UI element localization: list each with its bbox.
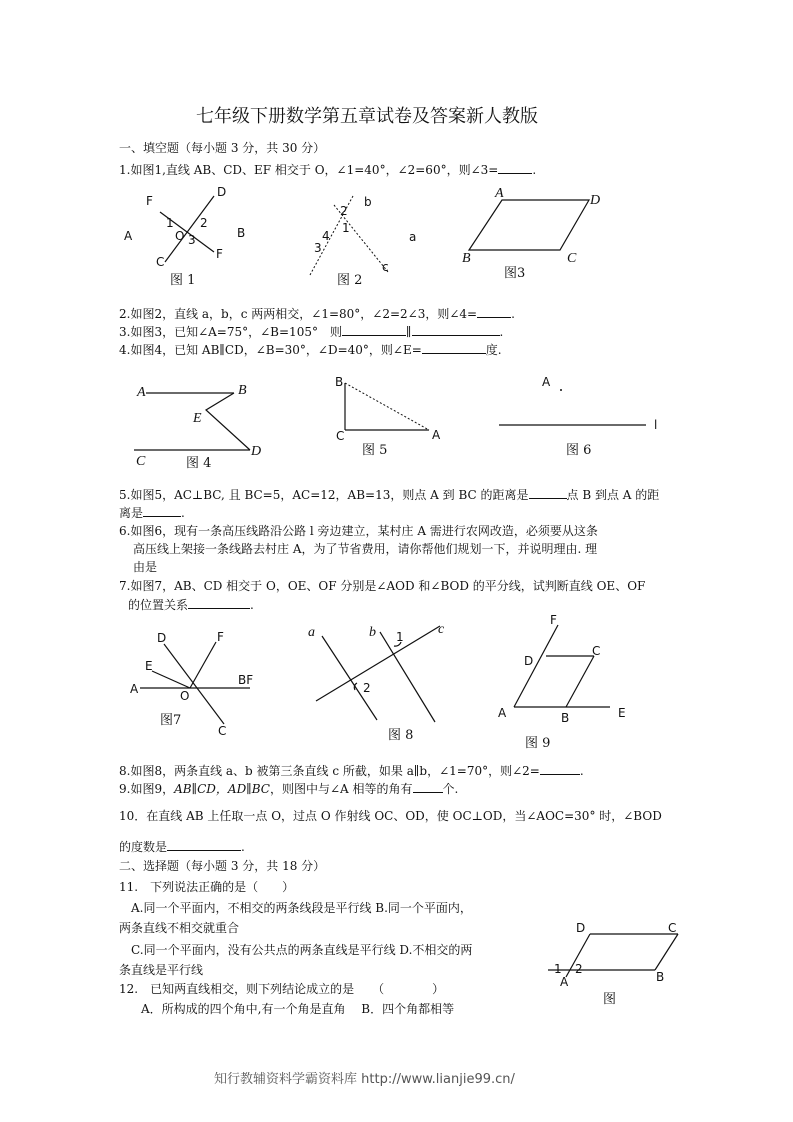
figure-caption: 图 2 — [337, 273, 363, 288]
label-a: A — [124, 229, 133, 243]
label-o: O — [180, 689, 190, 703]
figure-caption: 图 1 — [170, 273, 196, 288]
label-angle-2: 2 — [200, 216, 208, 230]
segment-cb — [566, 656, 594, 707]
question-12-option-ab: A．所构成的四个角中,有一个角是直角 B．四个角都相等 — [141, 1002, 455, 1016]
label-e: E — [193, 411, 202, 426]
footer-watermark: 知行教辅资料学霸资料库 http://www.lianjie99.cn/ — [214, 1072, 515, 1087]
label-a: A — [495, 186, 504, 201]
label-angle-3: 3 — [314, 241, 322, 255]
label-f: F — [550, 613, 557, 627]
figure-6 — [499, 375, 657, 458]
label-a: A — [560, 975, 569, 989]
question-4-text: 4.如图4，已知 AB∥CD，∠B=30°，∠D=40°，则∠E= — [119, 343, 422, 357]
question-11-option-d-cont: 条直线是平行线 — [119, 963, 204, 977]
figure-caption: 图 5 — [362, 443, 388, 458]
question-6: 6.如图6，现有一条高压线路沿公路 l 旁边建立，某村庄 A 需进行农网改造，必须要从这条 — [119, 524, 598, 538]
label-b: B — [656, 970, 665, 984]
figure-8 — [308, 622, 445, 743]
figure-9 — [498, 613, 626, 751]
page-title: 七年级下册数学第五章试卷及答案新人教版 — [196, 106, 538, 127]
question-10-line-2: 的度数是 . — [119, 840, 245, 854]
label-c: c — [382, 260, 389, 274]
label-o: O — [175, 229, 185, 243]
ray-of — [190, 642, 216, 688]
figure-caption: 图 6 — [566, 443, 592, 458]
figure-caption: 图 — [603, 992, 617, 1007]
question-11-option-b-cont: 两条直线不相交就重合 — [119, 921, 240, 935]
label-c: C — [156, 255, 165, 269]
question-11: 11. 下列说法正确的是（ ） — [119, 880, 295, 894]
label-b: B — [238, 383, 247, 398]
parallel-sign: ∥ — [405, 325, 412, 339]
label-c: C — [136, 454, 146, 469]
label-a: A — [432, 428, 441, 442]
label-a: A — [137, 385, 146, 400]
figure-10 — [548, 921, 678, 1007]
label-c: C — [567, 251, 577, 266]
label-c: C — [592, 644, 601, 658]
question-5-text-3: 离是 — [119, 506, 144, 520]
label-angle-2: 2 — [575, 962, 583, 976]
question-8: 8.如图8，两条直线 a、b 被第三条直线 c 所截，如果 a∥b，∠1=70°，则∠2= . — [119, 764, 584, 778]
question-2-text: 2.如图2，直线 a，b，c 两两相交，∠1=80°，∠2=2∠3，则∠4= — [119, 307, 478, 321]
label-e: E — [618, 706, 626, 720]
question-6-line-3: 由是 — [133, 560, 158, 574]
segment-ba — [345, 383, 429, 430]
label-a: A — [498, 706, 507, 720]
question-9-condition: AB∥CD，AD∥BC — [174, 782, 270, 796]
label-a: A — [130, 682, 139, 696]
parallelogram-abcd — [469, 200, 589, 250]
label-b: B — [462, 251, 471, 266]
label-l: l — [654, 418, 658, 432]
question-11-option-cd: C.同一个平面内，没有公共点的两条直线是平行线 D.不相交的两 — [131, 943, 473, 957]
question-6-line-2: 高压线上架接一条线路去村庄 A，为了节省费用，请你帮他们规划一下，并说明理由. 理 — [133, 542, 598, 556]
question-12: 12. 已知两直线相交，则下列结论成立的是 （ ） — [119, 982, 445, 996]
question-2: 2.如图2，直线 a，b，c 两两相交，∠1=80°，∠2=2∠3，则∠4= . — [119, 307, 515, 321]
polyline-bed — [206, 393, 250, 450]
label-b: b — [364, 195, 372, 209]
label-c: C — [668, 921, 677, 935]
label-c: c — [438, 622, 445, 637]
label-angle-2: 2 — [363, 681, 371, 695]
label-a: a — [409, 230, 417, 244]
question-7-text-2: 的位置关系 — [128, 598, 189, 612]
label-d: D — [217, 185, 227, 199]
question-7-line-2: 的位置关系 . — [128, 598, 254, 612]
question-1-text: 1.如图1,直线 AB、CD、EF 相交于 O，∠1=40°，∠2=60°，则∠3= — [119, 163, 499, 177]
question-11-option-ab: A.同一个平面内，不相交的两条线段是平行线 B.同一个平面内， — [131, 901, 472, 915]
question-5-text-2: 点 B 到点 A 的距 — [566, 488, 660, 502]
label-f-2: F — [216, 247, 223, 261]
question-3-text: 3.如图3，已知∠A=75°，∠B=105° 则 — [119, 325, 342, 339]
label-d: D — [524, 654, 534, 668]
figure-7 — [130, 630, 253, 738]
line-dc — [164, 644, 224, 724]
question-7: 7.如图7，AB、CD 相交于 O，OE、OF 分别是∠AOD 和∠BOD 的平分线，试判断直线 OE、OF — [119, 579, 646, 593]
figure-1 — [124, 185, 245, 288]
figure-caption: 图 9 — [525, 736, 551, 751]
ray-oe — [152, 671, 190, 688]
segment-cb — [655, 934, 678, 970]
label-angle-1: 1 — [342, 221, 350, 235]
label-e: E — [145, 659, 153, 673]
label-b: B — [561, 711, 570, 725]
question-9-text-2: ，则图中与∠A 相等的角有 — [269, 782, 413, 796]
question-1: 1.如图1,直线 AB、CD、EF 相交于 O，∠1=40°，∠2=60°，则∠3= . — [119, 163, 537, 177]
figure-caption: 图3 — [504, 266, 526, 281]
label-angle-1: 1 — [166, 216, 174, 230]
figure-5 — [335, 375, 441, 458]
figure-4 — [134, 383, 261, 471]
question-10: 10．在直线 AB 上任取一点 O，过点 O 作射线 OC、OD，使 OC⊥OD，当∠AOC=30° 时，∠BOD — [119, 809, 662, 823]
question-5-line-2: 离是 . — [119, 506, 185, 520]
section-heading-fill: 一、填空题（每小题 3 分，共 30 分） — [119, 141, 326, 155]
section-heading-choice: 二、选择题（每小题 3 分，共 18 分） — [119, 859, 326, 873]
label-d: D — [251, 444, 262, 459]
point-a — [560, 389, 562, 391]
question-9-text: 9.如图9， — [119, 782, 175, 796]
label-d: D — [157, 631, 167, 645]
line-a — [322, 636, 377, 720]
label-angle-4: 4 — [322, 229, 330, 243]
question-5-text: 5.如图5，AC⊥BC, 且 BC=5，AC=12，AB=13，则点 A 到 BC 的距离是 — [119, 488, 529, 502]
line-af — [514, 625, 558, 707]
label-d: D — [576, 921, 586, 935]
figure-3 — [462, 186, 600, 281]
label-a: a — [308, 625, 315, 640]
question-10-text-2: 的度数是 — [119, 840, 168, 854]
label-a: A — [542, 375, 551, 389]
label-b: b — [369, 625, 376, 640]
question-8-text: 8.如图8，两条直线 a、b 被第三条直线 c 所截，如果 a∥b，∠1=70°，则∠2= — [119, 764, 540, 778]
figure-caption: 图 8 — [388, 728, 414, 743]
label-d: D — [590, 193, 601, 208]
label-angle-1: 1 — [554, 962, 562, 976]
label-angle-2: 2 — [340, 204, 348, 218]
label-f: F — [146, 194, 153, 208]
label-b: B — [237, 226, 246, 240]
question-9-unit: 个. — [442, 782, 459, 796]
question-4-unit: 度. — [485, 343, 502, 357]
label-f: F — [217, 630, 224, 644]
label-angle-3: 3 — [188, 233, 196, 247]
label-c: C — [336, 429, 345, 443]
figure-caption: 图 4 — [186, 456, 212, 471]
label-c: C — [218, 724, 227, 738]
figure-2 — [310, 195, 416, 288]
figure-caption: 图7 — [160, 713, 182, 728]
label-bf: BF — [238, 673, 254, 687]
label-b: B — [335, 375, 344, 389]
question-3: 3.如图3，已知∠A=75°，∠B=105° 则 ∥ . — [119, 325, 504, 339]
line-c — [316, 626, 440, 701]
label-angle-1: 1 — [396, 630, 404, 644]
